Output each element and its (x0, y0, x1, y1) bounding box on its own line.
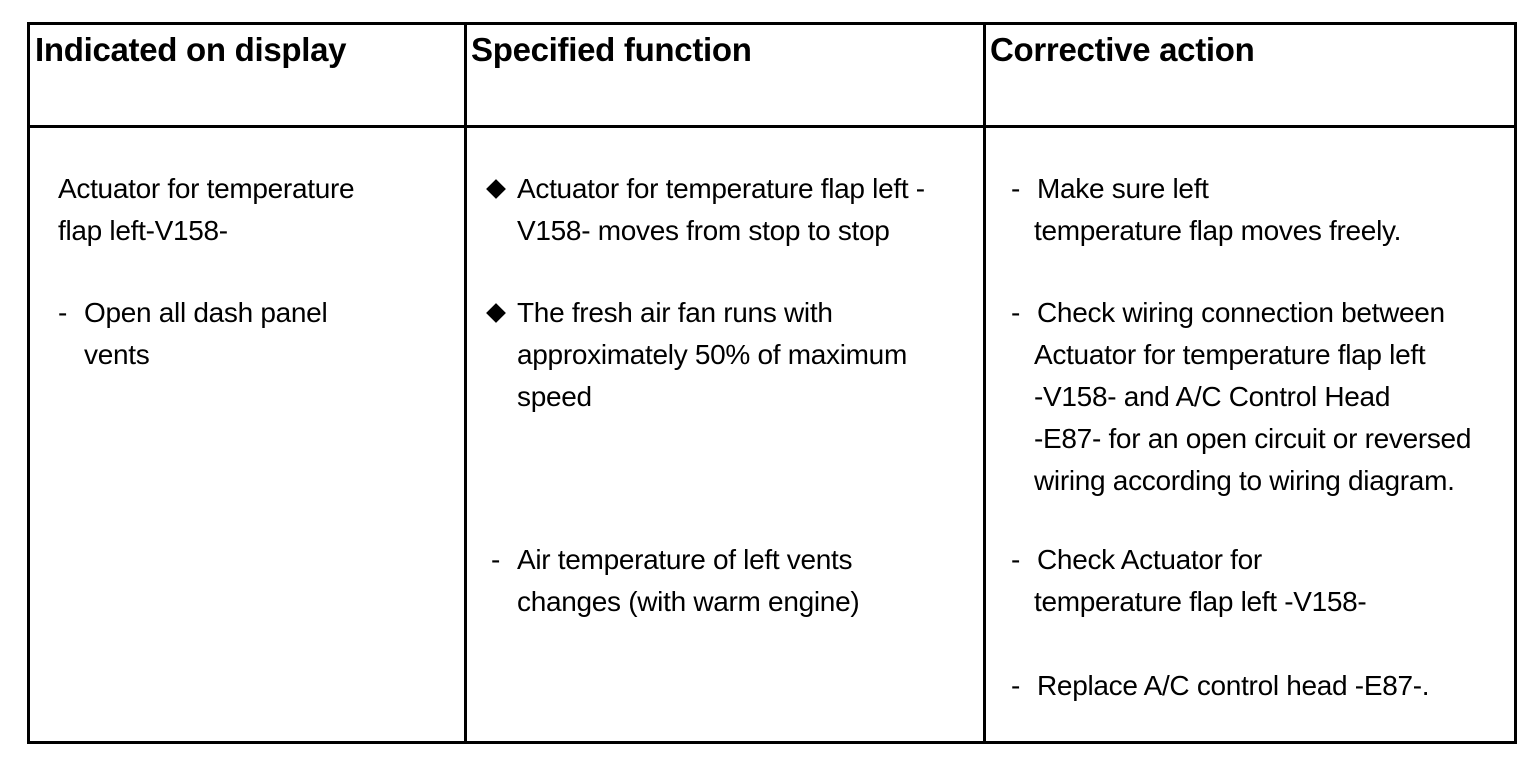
action-line: wiring according to wiring diagram. (1034, 465, 1455, 496)
function-line: Air temperature of left vents (517, 544, 853, 575)
action-line: Replace A/C control head -E87-. (1037, 670, 1430, 701)
indicated-step-line: Open all dash panel (84, 297, 328, 328)
diagnostic-table (27, 22, 1517, 744)
dash-marker: - (1011, 297, 1021, 328)
function-line: Actuator for temperature flap left - (517, 173, 925, 204)
indicated-component-line: Actuator for temperature (58, 173, 355, 204)
indicated-step-line: vents (84, 339, 150, 370)
action-line: Check wiring connection between (1037, 297, 1445, 328)
bullet-diamond-icon (486, 303, 506, 323)
header-divider (30, 125, 1514, 128)
dash-marker: - (491, 544, 501, 575)
function-line: speed (517, 381, 592, 412)
action-line: -V158- and A/C Control Head (1034, 381, 1391, 412)
action-line: -E87- for an open circuit or reversed (1034, 423, 1472, 454)
header-indicated-on-display: Indicated on display (35, 31, 347, 68)
action-line: temperature flap left -V158- (1034, 586, 1367, 617)
indicated-component-line: flap left-V158- (58, 215, 228, 246)
header-specified-function: Specified function (471, 31, 752, 68)
action-line: temperature flap moves freely. (1034, 215, 1402, 246)
function-line: changes (with warm engine) (517, 586, 860, 617)
function-line: V158- moves from stop to stop (517, 215, 890, 246)
action-line: Actuator for temperature flap left (1034, 339, 1426, 370)
function-line: The fresh air fan runs with (517, 297, 833, 328)
action-line: Make sure left (1037, 173, 1209, 204)
column-divider (464, 25, 467, 741)
header-corrective-action: Corrective action (990, 31, 1255, 68)
dash-marker: - (1011, 544, 1021, 575)
bullet-diamond-icon (486, 179, 506, 199)
action-line: Check Actuator for (1037, 544, 1262, 575)
dash-marker: - (58, 297, 68, 328)
column-divider (983, 25, 986, 741)
dash-marker: - (1011, 670, 1021, 701)
function-line: approximately 50% of maximum (517, 339, 907, 370)
dash-marker: - (1011, 173, 1021, 204)
